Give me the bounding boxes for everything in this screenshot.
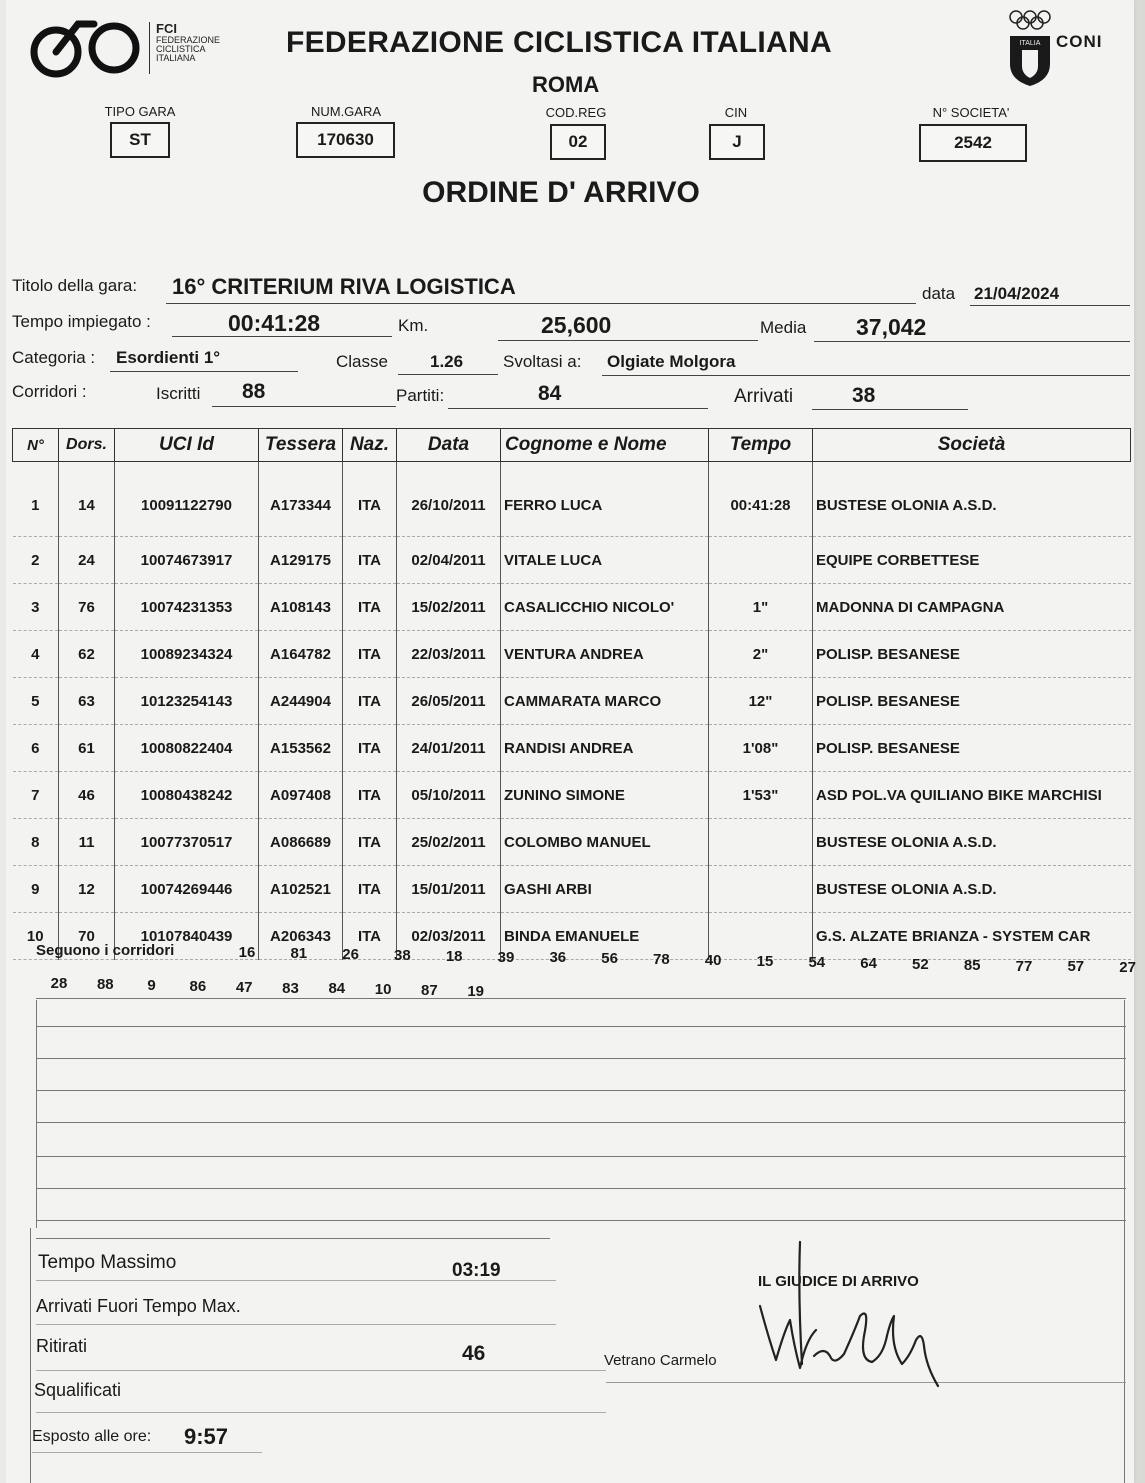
col-header-tempo: Tempo: [709, 429, 813, 462]
col-header-data: Data: [397, 429, 501, 462]
logo-divider: [149, 22, 150, 74]
tempo-massimo-label: Tempo Massimo: [38, 1252, 177, 1273]
results-header-row: [13, 429, 1131, 462]
cin-box: J: [709, 124, 765, 160]
cell-societa: POLISP. BESANESE: [813, 725, 1131, 772]
cell-tempo: 2": [709, 631, 813, 678]
cell-dors: 63: [59, 678, 115, 725]
following-rider-number: 64: [860, 954, 877, 972]
cell-uci-id: 10080438242: [115, 772, 259, 819]
cell-tessera: A206343: [259, 913, 343, 960]
following-rider-number: 40: [704, 952, 722, 970]
cell-tessera: A097408: [259, 772, 343, 819]
cell-rider-name: GASHI ARBI: [501, 866, 709, 913]
cell-birth-date: 02/04/2011: [397, 537, 501, 584]
svoltasi-label: Svoltasi a:: [503, 352, 582, 371]
cell-naz: ITA: [343, 913, 397, 960]
cell-societa: BUSTESE OLONIA A.S.D.: [813, 462, 1131, 537]
arrivati-label: Arrivati: [734, 386, 794, 407]
media-underline: [814, 341, 1130, 342]
cell-uci-id: 10074269446: [115, 866, 259, 913]
num-gara-box: 170630: [296, 122, 395, 158]
following-rider-number: 10: [374, 981, 392, 999]
cell-tempo: 12": [709, 678, 813, 725]
following-rider-number: 39: [497, 948, 515, 966]
result-row: [13, 678, 1131, 725]
cell-naz: ITA: [343, 537, 397, 584]
following-rider-number: 56: [601, 950, 618, 968]
following-rider-number: 9: [147, 976, 156, 994]
cell-dors: 24: [59, 537, 115, 584]
media-label: Media: [760, 318, 807, 337]
cell-societa: EQUIPE CORBETTESE: [813, 537, 1131, 584]
classe-underline: [398, 374, 498, 375]
ruled-line: [36, 1220, 1126, 1221]
fci-logo-text: FCI FEDERAZIONE CICLISTICA ITALIANA: [156, 21, 221, 63]
cell-uci-id: 10123254143: [115, 678, 259, 725]
following-rider-number: 19: [467, 983, 485, 1001]
cell-pos: 7: [13, 772, 59, 819]
footer-line: [36, 1412, 606, 1413]
cell-naz: ITA: [343, 866, 397, 913]
partiti-underline: [448, 408, 708, 409]
cell-tessera: A102521: [259, 866, 343, 913]
km-underline: [498, 340, 758, 341]
footer-line: [36, 1324, 556, 1325]
ruled-line: [36, 1122, 1126, 1123]
titolo-underline: [166, 303, 916, 304]
cell-rider-name: COLOMBO MANUEL: [501, 819, 709, 866]
following-rider-number: 27: [1119, 959, 1136, 977]
titolo-label: Titolo della gara:: [12, 276, 138, 295]
ruled-line: [36, 998, 1126, 999]
cell-rider-name: BINDA EMANUELE: [501, 913, 709, 960]
coni-shield-text: ITALIA: [1019, 40, 1041, 47]
ruled-line: [36, 1188, 1126, 1189]
cell-tessera: A173344: [259, 462, 343, 537]
cell-pos: 9: [13, 866, 59, 913]
cell-tessera: A086689: [259, 819, 343, 866]
categoria-label: Categoria :: [12, 348, 96, 367]
tipo-gara-label: TIPO GARA: [104, 104, 176, 119]
titolo-value: 16° CRITERIUM RIVA LOGISTICA: [172, 274, 516, 299]
cell-dors: 70: [59, 913, 115, 960]
categoria-value: Esordienti 1°: [116, 348, 221, 367]
result-row: [13, 772, 1131, 819]
cell-tessera: A108143: [259, 584, 343, 631]
following-rider-number: 77: [1015, 957, 1033, 975]
iscritti-underline: [212, 406, 396, 407]
result-row: [13, 819, 1131, 866]
arrival-order-sheet: [6, 0, 1134, 1483]
esposto-label: Esposto alle ore:: [32, 1428, 152, 1445]
cell-naz: ITA: [343, 819, 397, 866]
km-value: 25,600: [541, 312, 612, 338]
arrivati-underline: [812, 409, 968, 410]
following-rider-number: 15: [756, 953, 774, 970]
squalificati-label: Squalificati: [34, 1380, 122, 1400]
following-rider-number: 16: [238, 944, 256, 961]
giudice-name: Vetrano Carmelo: [604, 1352, 717, 1369]
cell-tessera: A164782: [259, 631, 343, 678]
cell-pos: 5: [13, 678, 59, 725]
data-label: data: [922, 284, 956, 303]
following-rider-number: 78: [653, 951, 670, 969]
data-value: 21/04/2024: [974, 284, 1060, 303]
cell-uci-id: 10074231353: [115, 584, 259, 631]
cell-societa: G.S. ALZATE BRIANZA - SYSTEM CAR: [813, 913, 1131, 960]
cell-societa: BUSTESE OLONIA A.S.D.: [813, 866, 1131, 913]
corridori-label: Corridori :: [12, 382, 87, 401]
cell-uci-id: 10089234324: [115, 631, 259, 678]
cell-societa: BUSTESE OLONIA A.S.D.: [813, 819, 1131, 866]
col-header-naz: Naz.: [343, 429, 397, 462]
following-rider-number: 57: [1067, 958, 1085, 976]
cell-naz: ITA: [343, 772, 397, 819]
cell-birth-date: 22/03/2011: [397, 631, 501, 678]
ritirati-value: 46: [462, 1342, 486, 1365]
cell-tempo: 1": [709, 584, 813, 631]
following-rider-number: 47: [235, 978, 253, 996]
cell-tempo: [709, 819, 813, 866]
esposto-value: 9:57: [184, 1424, 229, 1449]
cell-naz: ITA: [343, 462, 397, 537]
cell-pos: 2: [13, 537, 59, 584]
categoria-underline: [110, 371, 298, 372]
cell-birth-date: 15/01/2011: [397, 866, 501, 913]
tempo-value: 00:41:28: [228, 310, 321, 336]
cell-dors: 11: [59, 819, 115, 866]
federation-city: ROMA: [532, 72, 600, 97]
cell-rider-name: FERRO LUCA: [501, 462, 709, 537]
following-rider-number: 54: [808, 953, 826, 971]
societa-box: 2542: [919, 124, 1027, 162]
cell-uci-id: 10091122790: [115, 462, 259, 537]
following-rider-number: 84: [328, 980, 346, 998]
cod-reg-box: 02: [550, 124, 606, 160]
footer-line: [36, 1370, 606, 1371]
result-row: [13, 584, 1131, 631]
cell-birth-date: 05/10/2011: [397, 772, 501, 819]
coni-label: CONI: [1056, 32, 1103, 51]
result-row: [13, 866, 1131, 913]
following-rider-number: 52: [912, 955, 929, 973]
cell-dors: 12: [59, 866, 115, 913]
media-value: 37,042: [856, 314, 927, 340]
cell-dors: 46: [59, 772, 115, 819]
cell-tempo: 1'53": [709, 772, 813, 819]
cell-societa: ASD POL.VA QUILIANO BIKE MARCHISI: [813, 772, 1131, 819]
following-rider-number: 36: [549, 949, 567, 967]
cell-tempo: 1'08": [709, 725, 813, 772]
following-rider-number: 88: [96, 975, 114, 993]
following-rider-number: 38: [394, 946, 411, 964]
footer-line: [32, 1452, 262, 1453]
following-rider-number: 26: [342, 945, 359, 963]
result-row: [13, 725, 1131, 772]
tempo-underline: [172, 336, 392, 337]
cell-naz: ITA: [343, 725, 397, 772]
cell-societa: POLISP. BESANESE: [813, 631, 1131, 678]
iscritti-value: 88: [242, 380, 266, 403]
footer-line: [36, 1280, 556, 1281]
cell-pos: 3: [13, 584, 59, 631]
tipo-gara-box: ST: [110, 122, 170, 158]
col-header-uci: UCI Id: [115, 429, 259, 462]
ritirati-label: Ritirati: [36, 1336, 88, 1356]
cell-pos: 6: [13, 725, 59, 772]
cell-naz: ITA: [343, 584, 397, 631]
result-row: [13, 462, 1131, 537]
cell-birth-date: 15/02/2011: [397, 584, 501, 631]
fuori-tempo-label: Arrivati Fuori Tempo Max.: [36, 1296, 241, 1316]
col-header-name: Cognome e Nome: [501, 429, 709, 462]
cell-rider-name: VENTURA ANDREA: [501, 631, 709, 678]
cell-uci-id: 10080822404: [115, 725, 259, 772]
following-rider-number: 83: [282, 979, 299, 997]
result-row: [13, 537, 1131, 584]
cell-pos: 4: [13, 631, 59, 678]
following-rider-number: 18: [445, 947, 463, 965]
cin-label: CIN: [724, 105, 748, 120]
partiti-value: 84: [538, 382, 562, 405]
data-underline: [970, 305, 1130, 306]
classe-value: 1.26: [430, 352, 464, 371]
cell-societa: MADONNA DI CAMPAGNA: [813, 584, 1131, 631]
footer-top-line: [36, 1238, 550, 1239]
cell-naz: ITA: [343, 631, 397, 678]
cell-rider-name: CASALICCHIO NICOLO': [501, 584, 709, 631]
svoltasi-underline: [602, 375, 1130, 376]
col-header-dors: Dors.: [59, 429, 115, 462]
cell-birth-date: 24/01/2011: [397, 725, 501, 772]
societa-label: N° SOCIETA': [932, 105, 1010, 120]
cell-dors: 61: [59, 725, 115, 772]
result-row: [13, 631, 1131, 678]
federation-title: FEDERAZIONE CICLISTICA ITALIANA: [286, 26, 832, 59]
cell-tessera: A153562: [259, 725, 343, 772]
judge-signature: [754, 1236, 954, 1396]
giudice-label: IL GIUDICE DI ARRIVO: [758, 1273, 919, 1290]
ruled-line: [36, 1026, 1126, 1027]
km-label: Km.: [398, 316, 429, 335]
cell-rider-name: ZUNINO SIMONE: [501, 772, 709, 819]
cell-pos: 1: [13, 462, 59, 537]
num-gara-label: NUM.GARA: [310, 104, 382, 119]
cell-dors: 76: [59, 584, 115, 631]
cell-pos: 8: [13, 819, 59, 866]
classe-label: Classe: [336, 352, 388, 371]
cell-tessera: A129175: [259, 537, 343, 584]
cell-uci-id: 10107840439: [115, 913, 259, 960]
following-rider-number: 86: [189, 977, 207, 995]
col-header-societa: Società: [813, 429, 1131, 462]
col-header-pos: N°: [13, 429, 59, 462]
cell-dors: 14: [59, 462, 115, 537]
cell-dors: 62: [59, 631, 115, 678]
cell-pos: 10: [13, 913, 59, 960]
ruled-line: [36, 1090, 1126, 1091]
left-page-edge: [0, 0, 6, 1483]
fci-logo-icon: [28, 16, 146, 78]
cell-uci-id: 10074673917: [115, 537, 259, 584]
cell-birth-date: 26/10/2011: [397, 462, 501, 537]
following-rider-number: 87: [421, 982, 438, 1000]
svoltasi-value: Olgiate Molgora: [607, 352, 736, 371]
following-rider-number: 81: [290, 944, 308, 962]
following-rider-number: 85: [963, 956, 981, 974]
cell-tempo: [709, 866, 813, 913]
cell-birth-date: 26/05/2011: [397, 678, 501, 725]
cell-tessera: A244904: [259, 678, 343, 725]
cell-tempo: [709, 537, 813, 584]
cell-rider-name: VITALE LUCA: [501, 537, 709, 584]
cell-uci-id: 10077370517: [115, 819, 259, 866]
ruled-line: [36, 1058, 1126, 1059]
cell-birth-date: 02/03/2011: [397, 913, 501, 960]
ruled-border-left: [36, 1000, 37, 1228]
cell-birth-date: 25/02/2011: [397, 819, 501, 866]
ruled-border-right: [1124, 1000, 1125, 1483]
results-table: [12, 428, 1131, 960]
following-rider-number: 28: [50, 975, 68, 992]
cell-naz: ITA: [343, 678, 397, 725]
tempo-label: Tempo impiegato :: [12, 312, 151, 331]
ruled-line: [36, 1156, 1126, 1157]
cell-societa: POLISP. BESANESE: [813, 678, 1131, 725]
partiti-label: Partiti:: [396, 386, 445, 405]
col-header-tessera: Tessera: [259, 429, 343, 462]
cell-tempo: 00:41:28: [709, 462, 813, 537]
footer-border-left: [30, 1228, 31, 1483]
coni-logo-icon: [1006, 8, 1054, 88]
iscritti-label: Iscritti: [156, 384, 201, 403]
cod-reg-label: COD.REG: [545, 105, 607, 120]
seguono-label: Seguono i corridori: [36, 942, 175, 959]
arrivati-value: 38: [852, 384, 876, 407]
cell-rider-name: RANDISI ANDREA: [501, 725, 709, 772]
document-title: ORDINE D' ARRIVO: [422, 176, 700, 209]
tempo-massimo-value: 03:19: [452, 1260, 501, 1281]
cell-rider-name: CAMMARATA MARCO: [501, 678, 709, 725]
